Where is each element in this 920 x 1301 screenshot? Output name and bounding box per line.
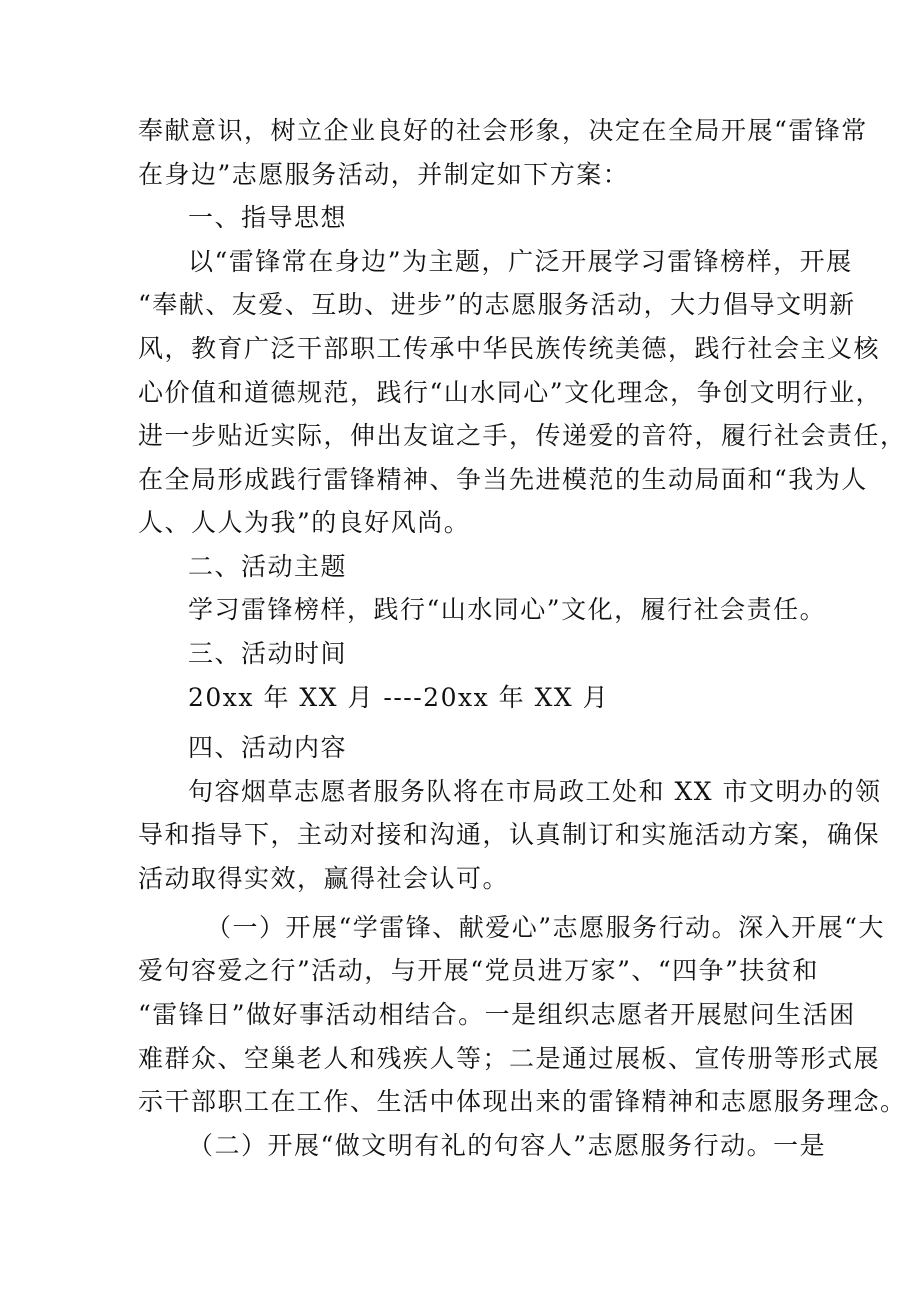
- section-heading: 三、活动时间: [188, 639, 348, 668]
- body-line: 人、人人为我”的良好风尚。: [138, 508, 471, 537]
- body-line: 爱句容爱之行”活动，与开展“党员进万家”、“四争”扶贫和: [138, 956, 819, 985]
- body-line: 导和指导下，主动对接和沟通，认真制订和实施活动方案，确保: [138, 820, 881, 849]
- body-line: 学习雷锋榜样，践行“山水同心”文化，履行社会责任。: [188, 595, 827, 624]
- body-line: 奉献意识，树立企业良好的社会形象，决定在全局开展“雷锋常: [138, 116, 868, 145]
- body-line: 心价值和道德规范，践行“山水同心”文化理念，争创文明行业，: [138, 378, 883, 407]
- body-line: 句容烟草志愿者服务队将在市局政工处和 XX 市文明办的领: [188, 777, 882, 806]
- body-line: “奉献、友爱、互助、进步”的志愿服务活动，大力倡导文明新: [138, 290, 856, 319]
- body-line: （一）开展“学雷锋、献爱心”志愿服务行动。深入开展“大: [206, 913, 885, 942]
- section-heading: 四、活动内容: [188, 733, 348, 762]
- section-heading: 一、指导思想: [188, 203, 348, 232]
- date-range: 20xx 年 XX 月 ----20xx 年 XX 月: [188, 683, 610, 712]
- body-line: （二）开展“做文明有礼的句容人”志愿服务行动。一是: [188, 1131, 827, 1160]
- body-line: 以“雷锋常在身边”为主题，广泛开展学习雷锋榜样，开展: [188, 247, 853, 276]
- body-line: 在身边”志愿服务活动，并制定如下方案：: [138, 160, 630, 189]
- section-heading: 二、活动主题: [188, 552, 348, 581]
- body-line: 进一步贴近实际，伸出友谊之手，传递爱的音符，履行社会责任，: [138, 421, 907, 450]
- body-line: 难群众、空巢老人和残疾人等；二是通过展板、宣传册等形式展: [138, 1044, 881, 1073]
- body-line: 风，教育广泛干部职工传承中华民族传统美德，践行社会主义核: [138, 334, 881, 363]
- body-line: 活动取得实效，赢得社会认可。: [138, 864, 510, 893]
- body-line: 在全局形成践行雷锋精神、争当先进模范的生动局面和“我为人: [138, 465, 868, 494]
- body-line: 示干部职工在工作、生活中体现出来的雷锋精神和志愿服务理念。: [138, 1087, 907, 1116]
- body-line: “雷锋日”做好事活动相结合。一是组织志愿者开展慰问生活困: [138, 1000, 856, 1029]
